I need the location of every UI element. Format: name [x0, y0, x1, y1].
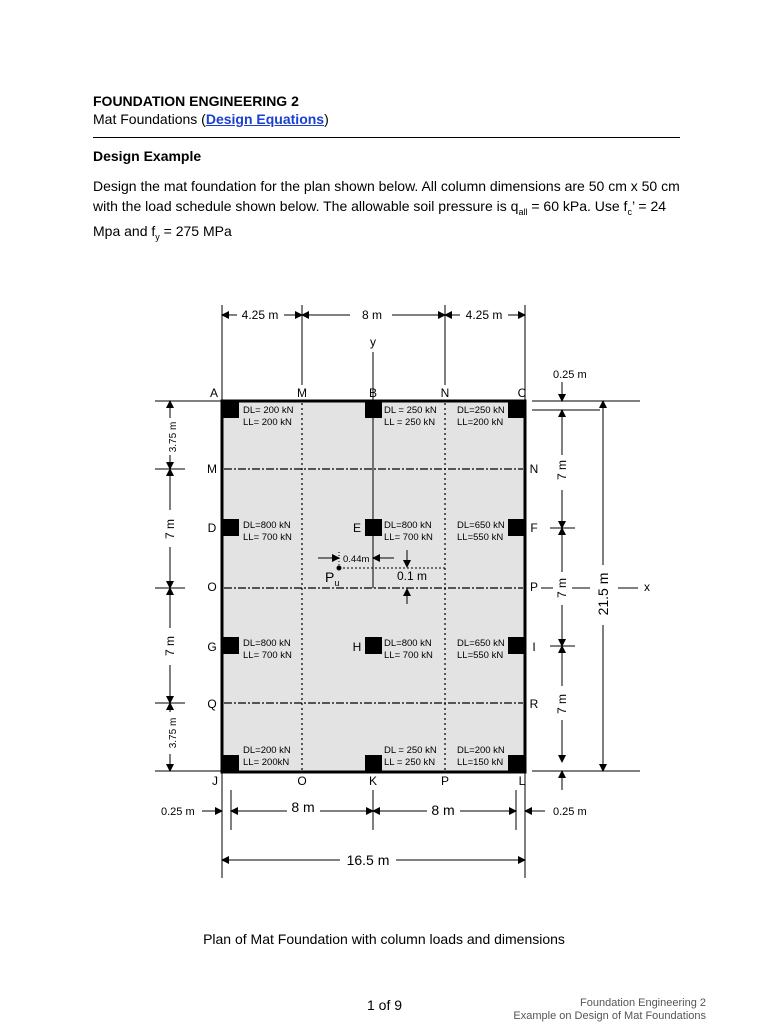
load-k-ll: LL = 250 kN: [384, 757, 436, 768]
dim-bottom-span1: 8 m: [291, 799, 315, 815]
subtitle-suffix: ): [324, 111, 329, 127]
load-i-ll: LL=550 kN: [457, 650, 504, 661]
column-f: [508, 519, 525, 536]
left-dimensions: [155, 401, 185, 771]
column-g: [222, 637, 239, 654]
load-e-dl: DL=800 kN: [384, 520, 432, 531]
dim-left-3: 7 m: [163, 635, 177, 657]
load-b-dl: DL = 250 kN: [384, 405, 437, 416]
label-left-d: D: [207, 521, 217, 535]
load-j-ll: LL= 200kN: [243, 757, 290, 768]
label-bottom-k: K: [368, 774, 378, 788]
dim-bottom-edge-left: 0.25 m: [161, 806, 195, 818]
column-j: [222, 755, 239, 772]
dim-top-mid: 8 m: [361, 308, 383, 322]
figure-caption: Plan of Mat Foundation with column loads and dimensions: [203, 931, 565, 947]
x-axis-label: x: [644, 580, 650, 594]
load-d-dl: DL=800 kN: [243, 520, 291, 531]
dim-left-4: 3.75 m: [168, 717, 179, 749]
column-h: [365, 637, 382, 654]
dim-left-1: 3.75 m: [168, 421, 179, 453]
load-b-ll: LL = 250 kN: [384, 417, 436, 428]
dim-left-2: 7 m: [163, 518, 177, 540]
dim-bottom-edge-right: 0.25 m: [553, 806, 587, 818]
label-top-c: C: [517, 386, 527, 400]
label-h: H: [352, 640, 362, 654]
load-g-ll: LL= 700 kN: [243, 650, 292, 661]
page-number: 1 of 9: [367, 997, 403, 1013]
label-top-n: N: [440, 386, 450, 400]
section-heading: Design Example: [93, 148, 202, 164]
ecc-y-label: 0.1 m: [397, 569, 428, 583]
label-bottom-p: P: [440, 774, 450, 788]
load-h-dl: DL=800 kN: [384, 638, 432, 649]
footer-line-2: Example on Design of Mat Foundations: [513, 1010, 706, 1022]
label-left-m: M: [207, 462, 217, 476]
label-right-n: N: [529, 462, 539, 476]
label-right-p: P: [529, 580, 539, 594]
load-i-dl: DL=650 kN: [457, 638, 505, 649]
footer-line-1: Foundation Engineering 2: [580, 997, 706, 1009]
load-f-dl: DL=650 kN: [457, 520, 505, 531]
design-equations-link[interactable]: Design Equations: [205, 111, 325, 127]
fc-subscript: c: [627, 206, 632, 217]
dim-bottom-total: 16.5 m: [346, 852, 390, 868]
column-a: [222, 401, 239, 418]
y-axis-label: y: [370, 335, 376, 349]
dim-right-total: 21.5 m: [595, 572, 611, 616]
column-b: [365, 401, 382, 418]
label-right-r: R: [529, 697, 539, 711]
column-e: [365, 519, 382, 536]
dim-right-2: 7 m: [555, 577, 569, 599]
label-left-g: G: [207, 640, 217, 654]
column-l: [508, 755, 525, 772]
label-right-f: F: [530, 521, 538, 535]
load-e-ll: LL= 700 kN: [384, 532, 433, 543]
fy-subscript: y: [155, 231, 160, 242]
label-top-b: B: [368, 386, 378, 400]
label-left-q: Q: [207, 697, 217, 711]
load-f-ll: LL=550 kN: [457, 532, 504, 543]
problem-text-2: = 60 kPa. Use f: [527, 197, 628, 214]
dim-right-3: 7 m: [555, 693, 569, 715]
problem-text-4: = 275 MPa: [159, 222, 232, 239]
dim-top-left: 4.25 m: [241, 308, 279, 322]
pu-label: $P_u$: [325, 569, 340, 588]
load-l-ll: LL=150 kN: [457, 757, 504, 768]
load-l-dl: DL=200 kN: [457, 745, 505, 756]
dim-right-1: 7 m: [555, 459, 569, 481]
load-j-dl: DL=200 kN: [243, 745, 291, 756]
course-title: FOUNDATION ENGINEERING 2: [93, 93, 299, 109]
load-c-ll: LL=200 kN: [457, 417, 504, 428]
column-c: [508, 401, 525, 418]
load-g-dl: DL=800 kN: [243, 638, 291, 649]
footer-info: [513, 997, 706, 1023]
label-bottom-o: O: [297, 774, 307, 788]
dim-right-edge: 0.25 m: [553, 369, 587, 381]
label-bottom-j: J: [212, 774, 218, 788]
pu-point: [337, 566, 342, 571]
dim-top-right: 4.25 m: [465, 308, 503, 322]
q-subscript: all: [518, 206, 528, 217]
column-i: [508, 637, 525, 654]
ecc-x-label: 0.44m: [343, 554, 370, 565]
problem-text-3: ’ = 24 Mpa and f: [93, 197, 667, 239]
problem-text-1: Design the mat foundation for the plan shown below. All column dimensions are 50 cm x 50 cm with the load schedule shown below. The allowable soil pressure is q: [93, 178, 680, 214]
label-right-i: I: [532, 640, 536, 654]
load-c-dl: DL=250 kN: [457, 405, 505, 416]
label-left-o: O: [207, 580, 217, 594]
label-top-m: M: [297, 386, 307, 400]
dim-bottom-span2: 8 m: [431, 802, 455, 818]
load-h-ll: LL= 700 kN: [384, 650, 433, 661]
column-k: [365, 755, 382, 772]
label-e: E: [352, 521, 362, 535]
load-a-ll: LL= 200 kN: [243, 417, 292, 428]
subtitle-prefix: Mat Foundations (: [93, 111, 206, 127]
column-d: [222, 519, 239, 536]
label-bottom-l: L: [518, 774, 526, 788]
load-a-dl: DL= 200 kN: [243, 405, 294, 416]
load-d-ll: LL= 700 kN: [243, 532, 292, 543]
load-k-dl: DL = 250 kN: [384, 745, 437, 756]
label-top-a: A: [209, 386, 219, 400]
